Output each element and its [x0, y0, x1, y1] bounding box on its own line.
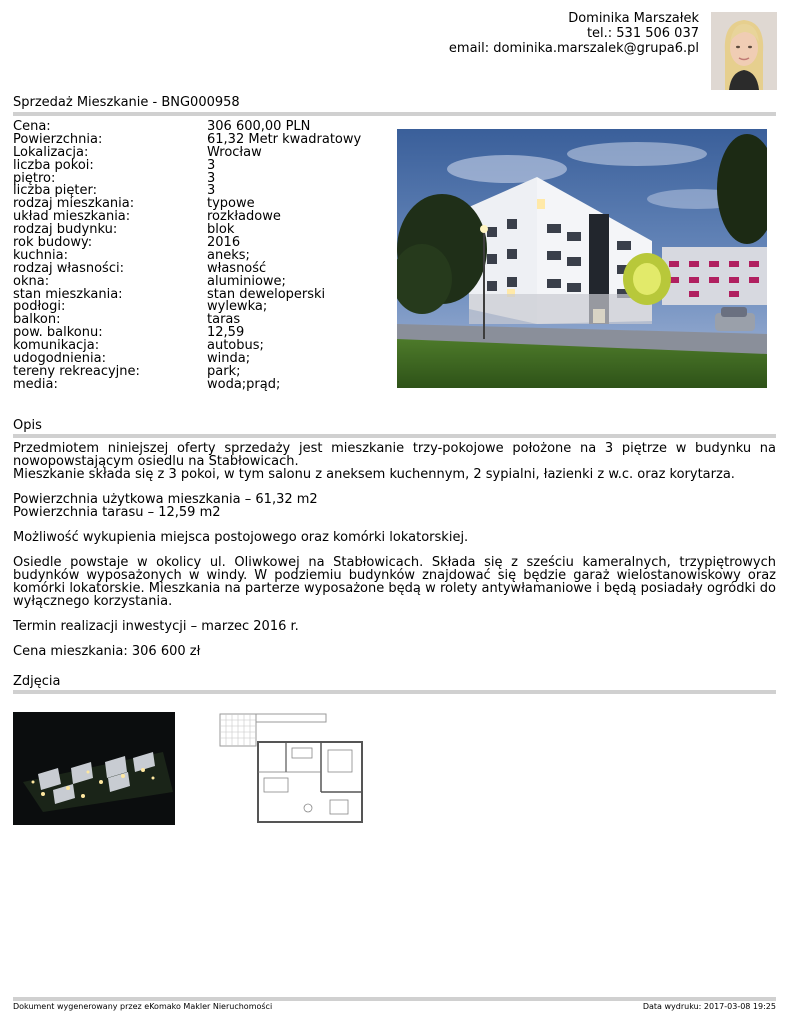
footer-generator-note: Dokument wygenerowany przez eKomako Makler Nieruchomości [13, 1002, 273, 1011]
spec-label: Lokalizacja: [13, 144, 89, 160]
spec-label: kuchnia: [13, 247, 68, 263]
spec-value: 61,32 Metr kwadratowy [207, 131, 362, 147]
spec-label: Powierzchnia: [13, 131, 103, 147]
spec-label: stan mieszkania: [13, 286, 123, 302]
spec-value: blok [207, 222, 235, 238]
spec-value: 3 [207, 170, 216, 186]
photos-divider [13, 690, 776, 694]
spec-label: rodzaj mieszkania: [13, 196, 135, 212]
spec-row [13, 376, 361, 392]
aerial-photo-thumbnail[interactable] [13, 712, 175, 825]
spec-value: 3 [207, 157, 216, 173]
floor-plan-thumbnail[interactable] [216, 712, 365, 825]
spec-value: autobus; [207, 338, 264, 354]
spec-label: piętro: [13, 170, 56, 186]
spec-value: rozkładowe [207, 209, 281, 225]
title-divider [13, 112, 776, 116]
spec-label: podłogi: [13, 299, 66, 315]
spec-value: wylewka; [207, 299, 268, 315]
spec-label: rodzaj własności: [13, 260, 124, 276]
spec-label: komunikacja: [13, 338, 100, 354]
spec-value: taras [207, 312, 241, 328]
spec-row [13, 286, 361, 302]
spec-label: liczba pięter: [13, 183, 97, 199]
description-paragraph: Przedmiotem niniejszej oferty sprzedaży jest mieszkanie trzy-pokojowe położone na 3 piętrze w budynku na nowopowstającym osiedlu na Stabłowicach. [13, 441, 776, 469]
spec-value: park; [207, 363, 241, 379]
footer-print-date: Data wydruku: 2017-03-08 19:25 [642, 1002, 776, 1011]
footer-divider [13, 997, 776, 1001]
spec-label: okna: [13, 273, 50, 289]
spec-row [13, 260, 361, 276]
spec-label: udogodnienia: [13, 351, 106, 367]
spec-value: 2016 [207, 235, 241, 251]
description-paragraph: Możliwość wykupienia miejsca postojowego oraz komórki lokatorskiej. [13, 530, 469, 545]
spec-value: stan deweloperski [207, 286, 326, 302]
description-paragraph: Powierzchnia użytkowa mieszkania – 61,32 m2 [13, 492, 318, 507]
spec-value: Wrocław [207, 144, 262, 160]
spec-value: aluminiowe; [207, 273, 286, 289]
specs-list [13, 121, 361, 392]
spec-label: pow. balkonu: [13, 325, 103, 341]
agent-contact [449, 11, 699, 56]
photos-heading: Zdjęcia [13, 674, 61, 689]
spec-value: woda;prąd; [207, 376, 281, 392]
spec-value: winda; [207, 351, 251, 367]
spec-value: aneks; [207, 247, 250, 263]
description-paragraph: Termin realizacji inwestycji – marzec 2016 r. [13, 619, 299, 634]
spec-row [13, 301, 361, 314]
spec-row [13, 363, 361, 379]
spec-label: rok budowy: [13, 235, 93, 251]
spec-label: balkon: [13, 312, 61, 328]
agent-email: email: dominika.marszalek@grupa6.pl [448, 41, 699, 56]
offer-title: Sprzedaż Mieszkanie - BNG000958 [13, 95, 240, 110]
spec-row [13, 157, 361, 173]
description-paragraph: Osiedle powstaje w okolicy ul. Oliwkowej na Stabłowicach. Składa się z sześciu kameralnych, trzypiętrowych budynków wyposażonych w windy. W podziemiu budynków znajdować się będzie garaż wielostanowiskowy oraz komórki lokatorskie. Mieszkania na parterze wyposażone będą w rolety antywłamaniowe i będą posiadały ogródki do wyłącznego korzystania. [13, 555, 776, 609]
spec-value: 3 [207, 183, 216, 199]
description-body [13, 442, 776, 670]
spec-value: 12,59 [207, 325, 245, 341]
spec-value: 306 600,00 PLN [207, 119, 311, 134]
spec-value: własność [207, 260, 267, 276]
description-paragraph: Cena mieszkania: 306 600 zł [13, 644, 201, 659]
agent-name: Dominika Marszałek [568, 11, 699, 26]
spec-label: tereny rekreacyjne: [13, 363, 140, 379]
agent-avatar [711, 12, 777, 90]
agent-phone: tel.: 531 506 037 [586, 26, 699, 41]
spec-label: rodzaj budynku: [13, 222, 118, 238]
description-heading: Opis [13, 418, 42, 433]
description-paragraph: Powierzchnia tarasu – 12,59 m2 [13, 505, 221, 520]
spec-label: liczba pokoi: [13, 157, 94, 173]
spec-label: układ mieszkania: [13, 209, 131, 225]
description-divider [13, 434, 776, 438]
description-paragraph: Mieszkanie składa się z 3 pokoi, w tym salonu z aneksem kuchennym, 2 sypialni, łazienki z w.c. oraz korytarza. [13, 467, 735, 482]
spec-value: typowe [207, 196, 255, 212]
spec-label: Cena: [13, 119, 51, 134]
main-building-photo[interactable] [397, 129, 767, 388]
spec-label: media: [13, 376, 58, 392]
